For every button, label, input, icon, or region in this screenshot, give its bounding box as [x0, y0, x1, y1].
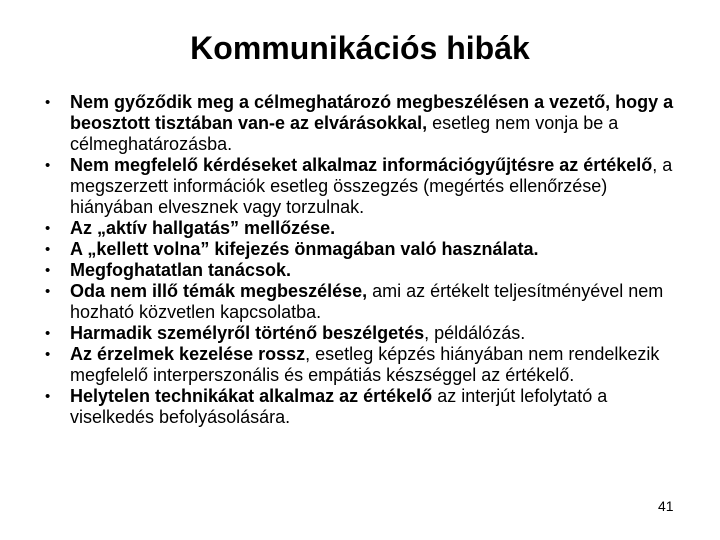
bullet-text-bold: Megfoghatatlan tanácsok.	[70, 260, 292, 280]
bullet-item	[45, 323, 695, 344]
bullet-text-bold: Nem győződik meg a célmeghatározó megbeszélésen a vezető, hogy a beosztott tisztában van-e az elvárásokkal,	[70, 92, 674, 133]
bullet-dot-icon: •	[45, 157, 51, 174]
bullet-text: , a megszerzett információk esetleg összegzés (megértés ellenőrzése) hiányában elvesznek vagy torzulnak.	[70, 155, 673, 217]
slide-title: Kommunikációs hibák	[190, 30, 530, 66]
bullet-item	[45, 92, 695, 155]
bullet-text-bold: Nem megfelelő kérdéseket alkalmaz információgyűjtésre az értékelő	[70, 155, 653, 175]
bullet-dot-icon: •	[45, 241, 51, 258]
bullet-item	[45, 281, 695, 323]
bullet-item	[45, 239, 695, 260]
bullet-text: esetleg nem vonja be a célmeghatározásba.	[70, 113, 619, 154]
bullet-item	[45, 155, 695, 218]
bullet-text: , esetleg képzés hiányában nem rendelkezik megfelelő interperszonális és empátiás készséggel az értékelő.	[70, 344, 660, 385]
bullet-text-bold: Helytelen technikákat alkalmaz az értékelő	[70, 386, 433, 406]
page-number: 41	[658, 498, 674, 514]
bullet-item	[45, 344, 695, 386]
bullet-item	[45, 260, 695, 281]
bullet-dot-icon: •	[45, 325, 51, 342]
bullet-text-bold: Harmadik személyről történő beszélgetés	[70, 323, 425, 343]
bullet-text: , példálózás.	[424, 323, 526, 343]
bullet-text: ami az értékelt teljesítményével nem hozható közvetlen kapcsolatba.	[70, 281, 664, 322]
bullet-dot-icon: •	[45, 283, 51, 300]
bullet-dot-icon: •	[45, 388, 51, 405]
bullet-dot-icon: •	[45, 94, 51, 111]
bullet-text-bold: Az „aktív hallgatás” mellőzése.	[70, 218, 336, 238]
bullet-list	[45, 92, 695, 428]
bullet-item	[45, 218, 695, 239]
bullet-text: az interjút lefolytató a viselkedés befolyásolására.	[70, 386, 608, 427]
bullet-text-bold: A „kellett volna” kifejezés önmagában való használata.	[70, 239, 539, 259]
bullet-text-bold: Oda nem illő témák megbeszélése,	[70, 281, 368, 301]
bullet-dot-icon: •	[45, 346, 51, 363]
bullet-dot-icon: •	[45, 262, 51, 279]
bullet-item	[45, 386, 695, 428]
bullet-dot-icon: •	[45, 220, 51, 237]
bullet-text-bold: Az érzelmek kezelése rossz	[70, 344, 306, 364]
